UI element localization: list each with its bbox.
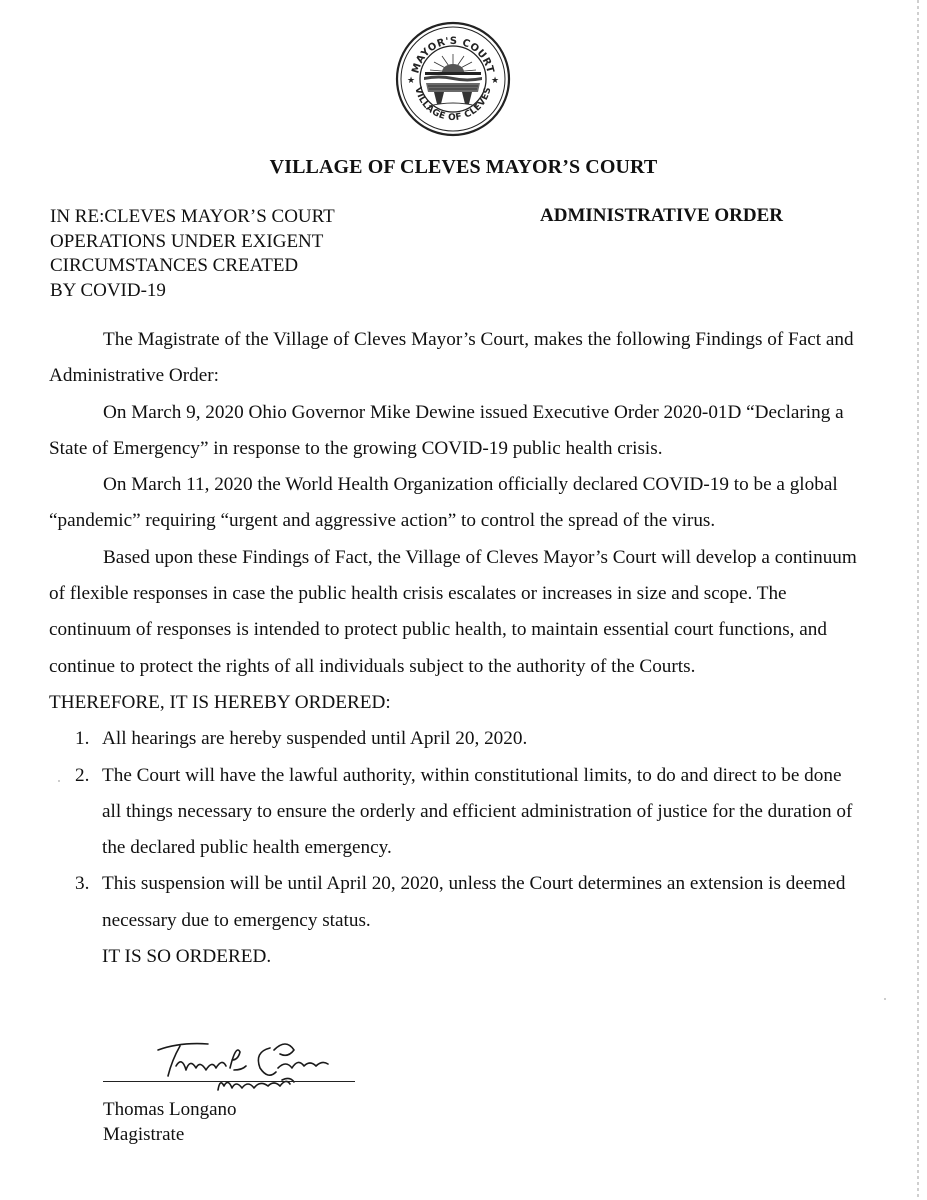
order-item — [49, 721, 864, 757]
caption-line: CIRCUMSTANCES CREATED — [50, 255, 299, 276]
order-item — [49, 866, 864, 939]
signer-name: Thomas Longano — [103, 1099, 237, 1120]
scan-speck — [58, 780, 60, 782]
order-item-text: This suspension will be until April 20, 2020, unless the Court determines an extension is deemed necessary due to emergency status. — [102, 873, 846, 931]
caption-line: OPERATIONS UNDER EXIGENT — [50, 230, 324, 252]
therefore-heading: THEREFORE, IT IS HEREBY ORDERED: — [49, 691, 391, 713]
signer-title: Magistrate — [103, 1124, 185, 1145]
order-item — [49, 758, 864, 867]
so-ordered-line: IT IS SO ORDERED. — [102, 946, 272, 968]
order-item-number: 3. — [75, 873, 90, 895]
case-caption — [50, 205, 410, 303]
order-item-text: All hearings are hereby suspended until April 20, 2020. — [102, 728, 528, 750]
mayors-court-seal — [394, 20, 512, 138]
governor-order-paragraph: On March 9, 2020 Ohio Governor Mike Dewine issued Executive Order 2020-01D “Declaring a State of Emergency” in response to the growing COVID-19 public health crisis. — [49, 401, 844, 459]
scan-speck — [884, 998, 886, 1000]
seal-star-left-icon: ★ — [407, 76, 416, 86]
order-item-number: 1. — [75, 728, 90, 750]
document-type-heading: ADMINISTRATIVE ORDER — [540, 205, 783, 226]
seal-top-text: MAYOR'S COURT — [410, 35, 496, 75]
scan-edge — [917, 0, 919, 1200]
seal-emblem-icon — [423, 49, 483, 109]
findings-intro-paragraph: The Magistrate of the Village of Cleves Mayor’s Court, makes the following Findings of Fact and Administrative Order: — [49, 329, 854, 387]
order-item-number: 2. — [75, 764, 90, 786]
caption-line: IN RE:CLEVES MAYOR’S COURT — [50, 206, 335, 227]
seal-star-right-icon: ★ — [491, 76, 500, 86]
court-response-paragraph: Based upon these Findings of Fact, the Village of Cleves Mayor’s Court will develop a continuum of flexible responses in case the public health crisis escalates or increases in size and scope. The continuum of responses is intended to protect public health, to maintain essential court functions, and continue to protect the rights of all individuals subject to the authority of the Courts. — [49, 546, 857, 677]
seal-bottom-text: VILLAGE OF CLEVES — [412, 86, 494, 124]
signature-line — [103, 1081, 355, 1082]
order-item-text: The Court will have the lawful authority, within constitutional limits, to do and direct to be done all things necessary to ensure the orderly and efficient administration of justice for the duration of the declared public health emergency. — [102, 764, 853, 859]
signature-block — [103, 1097, 237, 1147]
court-title: VILLAGE OF CLEVES MAYOR’S COURT — [269, 156, 658, 178]
who-pandemic-paragraph: On March 11, 2020 the World Health Organization officially declared COVID-19 to be a global “pandemic” requiring “urgent and aggressive action” to control the spread of the virus. — [49, 474, 838, 532]
caption-line: BY COVID-19 — [50, 279, 166, 301]
order-body — [49, 322, 864, 975]
